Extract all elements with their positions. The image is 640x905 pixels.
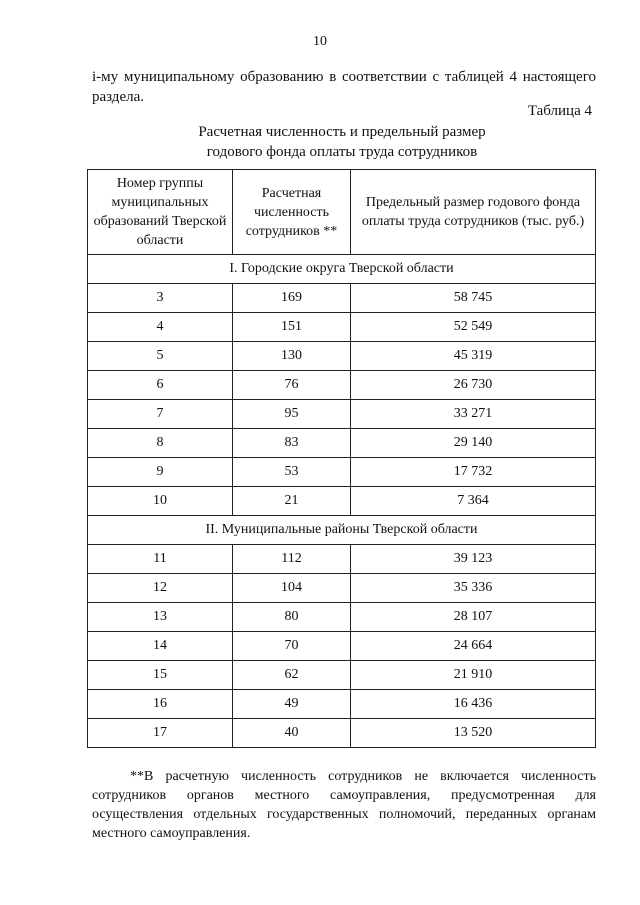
footnote: **В расчетную численность сотрудников не включается численность сотрудников органов местного самоуправления, предусмотренная для осуществления отдельных государственных полномочий, переданных органам местного самоуправления. — [92, 769, 596, 841]
caption-line-2: годового фонда оплаты труда сотрудников — [206, 144, 478, 160]
table-row — [88, 632, 596, 661]
cell-group: 17 — [88, 719, 233, 748]
cell-group: 11 — [88, 545, 233, 574]
section-row — [88, 516, 596, 545]
cell-staff: 80 — [233, 603, 351, 632]
header-group: Номер группы муниципальных образований Тверской области — [88, 170, 233, 255]
cell-fund: 24 664 — [351, 632, 596, 661]
cell-staff: 95 — [233, 400, 351, 429]
cell-group: 3 — [88, 284, 233, 313]
cell-staff: 112 — [233, 545, 351, 574]
cell-staff: 49 — [233, 690, 351, 719]
cell-staff: 104 — [233, 574, 351, 603]
table-row — [88, 545, 596, 574]
table-row — [88, 458, 596, 487]
cell-fund: 17 732 — [351, 458, 596, 487]
section-row — [88, 255, 596, 284]
cell-fund: 28 107 — [351, 603, 596, 632]
cell-fund: 29 140 — [351, 429, 596, 458]
cell-staff: 53 — [233, 458, 351, 487]
cell-fund: 35 336 — [351, 574, 596, 603]
section-title: II. Муниципальные районы Тверской области — [88, 516, 596, 545]
section-title: I. Городские округа Тверской области — [88, 255, 596, 284]
cell-fund: 26 730 — [351, 371, 596, 400]
cell-group: 5 — [88, 342, 233, 371]
header-fund: Предельный размер годового фонда оплаты труда сотрудников (тыс. руб.) — [351, 170, 596, 255]
table-caption — [0, 122, 640, 162]
cell-fund: 7 364 — [351, 487, 596, 516]
cell-staff: 40 — [233, 719, 351, 748]
cell-fund: 58 745 — [351, 284, 596, 313]
table-row — [88, 487, 596, 516]
cell-group: 8 — [88, 429, 233, 458]
cell-group: 12 — [88, 574, 233, 603]
cell-group: 10 — [88, 487, 233, 516]
cell-group: 6 — [88, 371, 233, 400]
table-row — [88, 603, 596, 632]
cell-fund: 13 520 — [351, 719, 596, 748]
caption-line-1: Расчетная численность и предельный размер — [198, 124, 486, 140]
cell-staff: 70 — [233, 632, 351, 661]
cell-group: 7 — [88, 400, 233, 429]
cell-group: 16 — [88, 690, 233, 719]
cell-staff: 130 — [233, 342, 351, 371]
table-row — [88, 284, 596, 313]
table-row — [88, 719, 596, 748]
table-row — [88, 342, 596, 371]
table-row — [88, 661, 596, 690]
intro-paragraph: i-му муниципальному образованию в соответствии с таблицей 4 настоящего раздела. — [92, 69, 596, 105]
cell-group: 4 — [88, 313, 233, 342]
table-row — [88, 574, 596, 603]
cell-staff: 76 — [233, 371, 351, 400]
cell-staff: 62 — [233, 661, 351, 690]
cell-fund: 21 910 — [351, 661, 596, 690]
table-row — [88, 429, 596, 458]
cell-staff: 169 — [233, 284, 351, 313]
cell-fund: 45 319 — [351, 342, 596, 371]
staff-fund-table — [87, 169, 596, 748]
table-row — [88, 400, 596, 429]
table-row — [88, 371, 596, 400]
table-header-row — [88, 170, 596, 255]
page-number: 10 — [313, 34, 327, 49]
cell-fund: 33 271 — [351, 400, 596, 429]
cell-fund: 39 123 — [351, 545, 596, 574]
table-label: Таблица 4 — [527, 103, 592, 119]
header-staff: Расчетная численность сотрудников ** — [233, 170, 351, 255]
cell-staff: 83 — [233, 429, 351, 458]
cell-fund: 52 549 — [351, 313, 596, 342]
cell-group: 9 — [88, 458, 233, 487]
table-row — [88, 313, 596, 342]
table-row — [88, 690, 596, 719]
cell-fund: 16 436 — [351, 690, 596, 719]
cell-staff: 21 — [233, 487, 351, 516]
cell-group: 14 — [88, 632, 233, 661]
cell-staff: 151 — [233, 313, 351, 342]
cell-group: 15 — [88, 661, 233, 690]
cell-group: 13 — [88, 603, 233, 632]
